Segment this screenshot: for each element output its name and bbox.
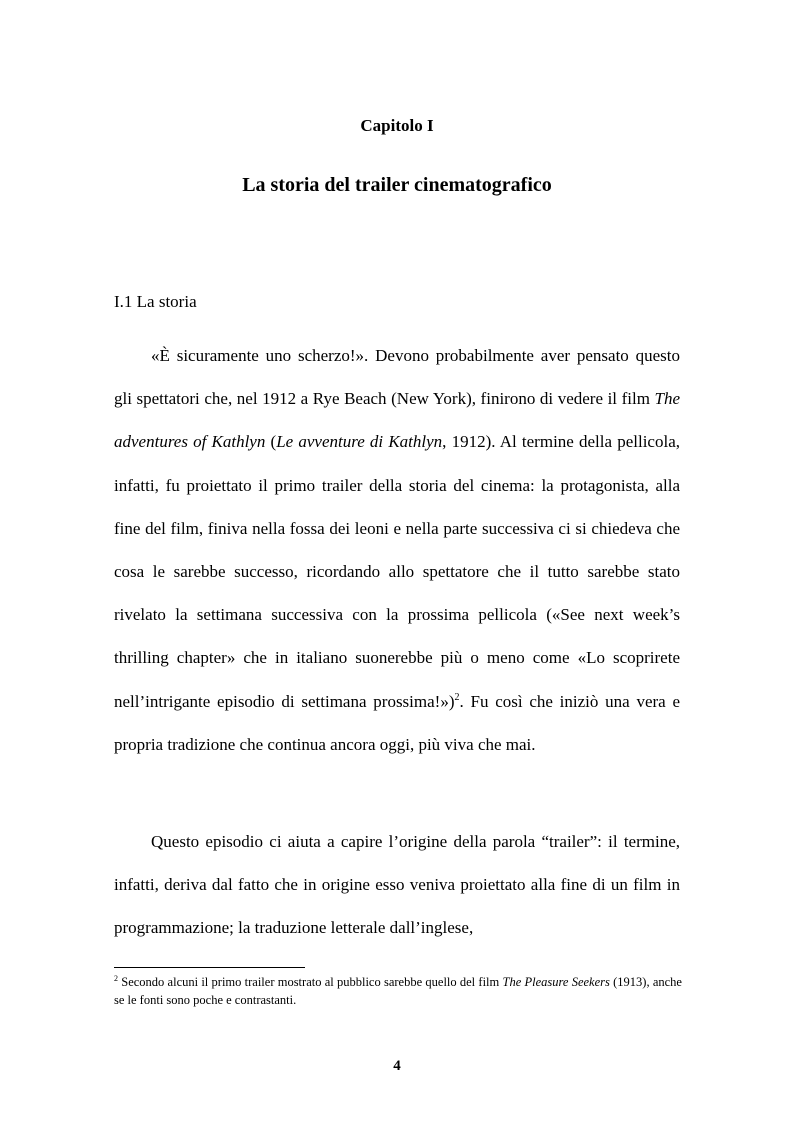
paragraph-text: «È sicuramente uno scherzo!». Devono probabilmente aver pensato questo gli spettatori che, nel 1912 a Rye Beach (New York), finirono di vedere il film [114, 346, 680, 409]
film-title-it: Le avventure di Kathlyn [276, 432, 443, 452]
section-heading: I.1 La storia [114, 292, 197, 311]
body-paragraph-2: Questo episodio ci aiuta a capire l’origine della parola “trailer”: il termine, infatti, deriva dal fatto che in origine esso veniva proiettato alla fine di un film in programmazione; la traduzione letterale dall’inglese, [114, 832, 680, 938]
page-number: 4 [393, 1058, 401, 1074]
footnote-number: 2 [114, 974, 118, 983]
paragraph-text: . Fu così che iniziò una vera e propria tradizione che continua ancora oggi, più viva che mai. [114, 691, 680, 754]
footnote-separator [114, 967, 305, 968]
paragraph-text: , 1912). Al termine della pellicola, infatti, fu proiettato il primo trailer della storia del cinema: la protagonista, alla fine del film, finiva nella fossa dei leoni e nella parte successiva ci si chiedeva che cosa le sarebbe successo, ricordando allo spettatore che il tutto sarebbe stato rivelato la settimana successiva con la prossima pellicola («See next week’s thrilling chapter» che in italiano suonerebbe più o meno come «Lo scoprirete nell’intrigante episodio di settimana prossima!») [114, 432, 680, 711]
chapter-title: La storia del trailer cinematografico [242, 174, 552, 196]
body-paragraph-1 [114, 334, 680, 766]
footnote [114, 973, 682, 1009]
footnote-text: Secondo alcuni il primo trailer mostrato al pubblico sarebbe quello del film [118, 975, 503, 989]
chapter-label: Capitolo I [360, 116, 434, 135]
footnote-film-title: The Pleasure Seekers [502, 975, 610, 989]
footnote-reference[interactable]: 2 [454, 691, 460, 703]
footnote-text: (1913), anche se le fonti sono poche e contrastanti. [114, 975, 682, 1007]
film-title-en: The adventures of Kathlyn [114, 389, 680, 452]
paragraph-text: ( [265, 432, 277, 452]
